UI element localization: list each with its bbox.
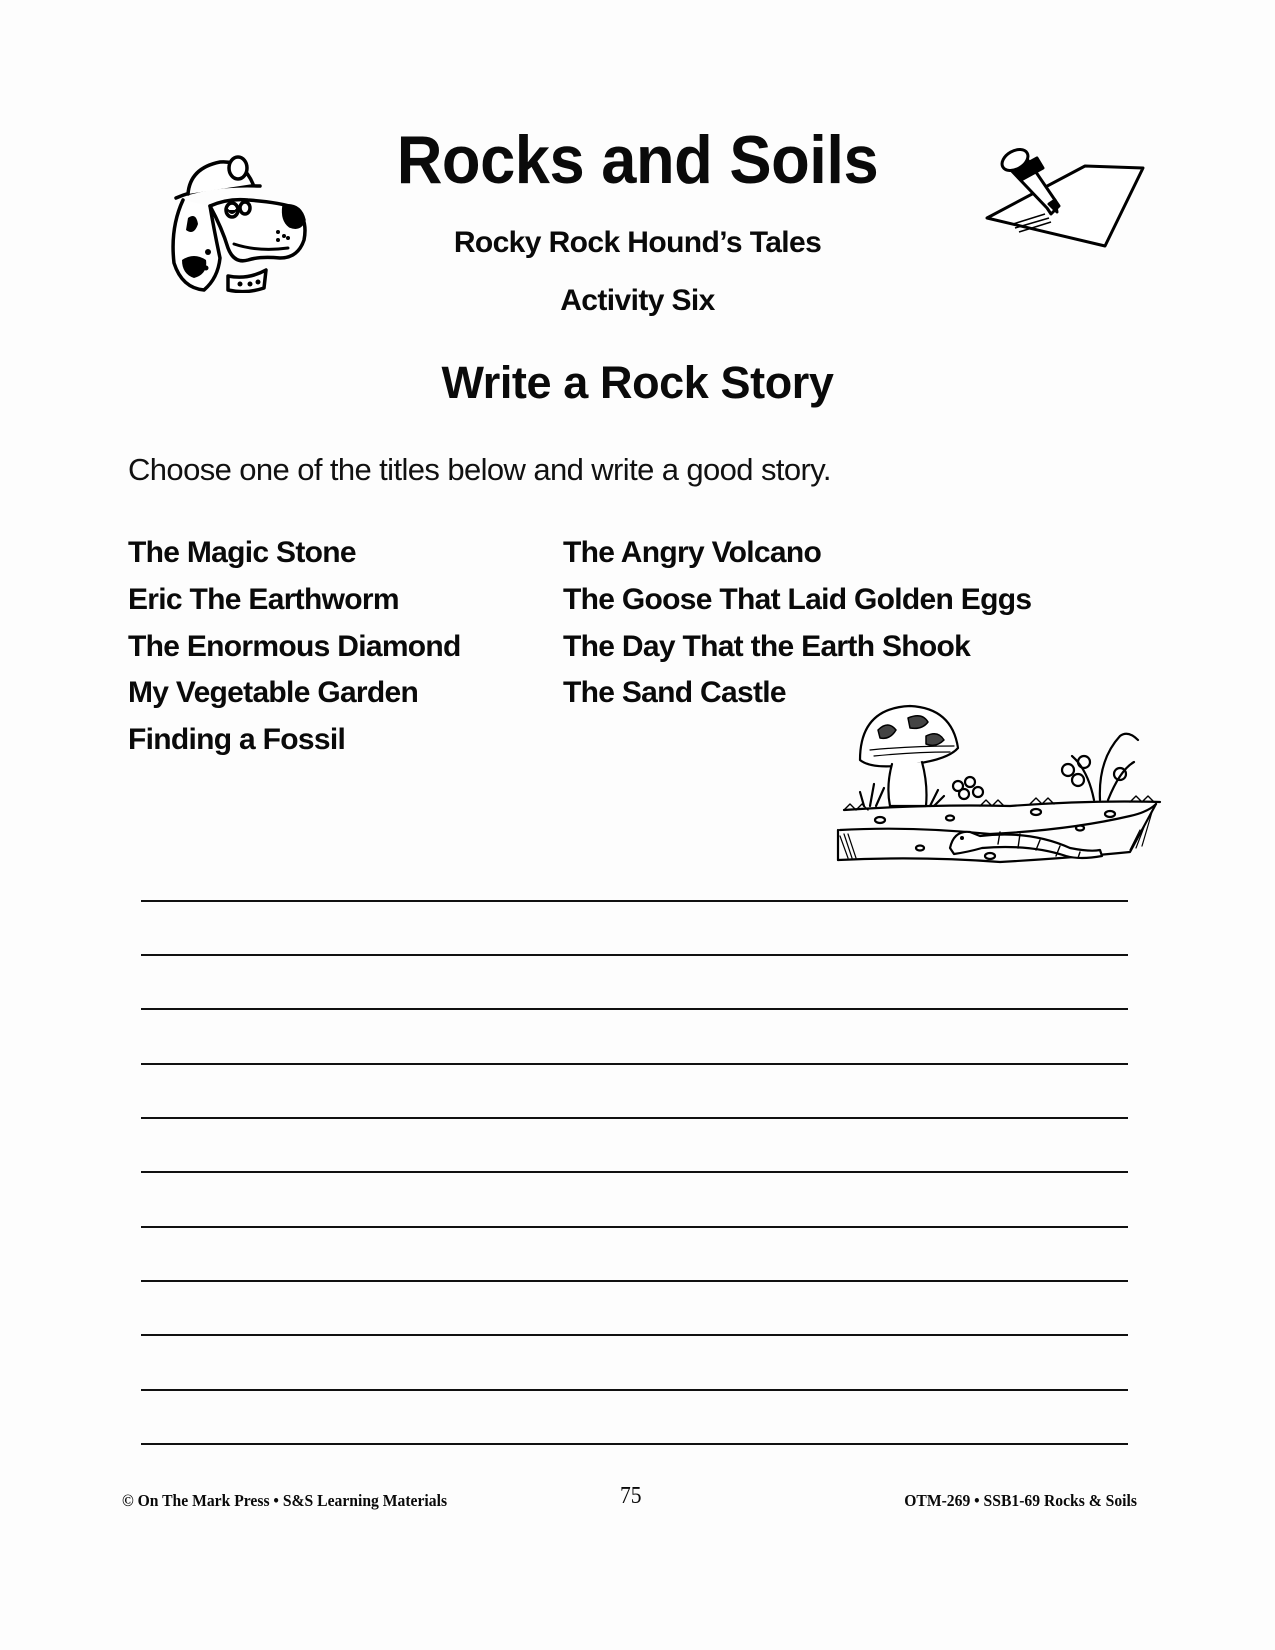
- writing-line[interactable]: [141, 900, 1128, 902]
- story-title: Eric The Earthworm: [128, 582, 399, 616]
- mushroom-earthworm-soil-icon: [830, 700, 1165, 870]
- story-title: The Enormous Diamond: [128, 629, 461, 663]
- story-title: My Vegetable Garden: [128, 676, 419, 710]
- story-title: The Magic Stone: [128, 536, 356, 569]
- activity-heading: Write a Rock Story: [441, 357, 834, 408]
- writing-line[interactable]: [141, 1171, 1128, 1173]
- story-title: Finding a Fossil: [128, 723, 346, 757]
- writing-line[interactable]: [141, 1008, 1128, 1010]
- writing-line[interactable]: [141, 1117, 1128, 1119]
- story-titles-left-column: [128, 530, 461, 764]
- writing-line[interactable]: [141, 954, 1128, 956]
- story-title: The Day That the Earth Shook: [563, 629, 971, 663]
- footer-product-code: OTM-269 • SSB1-69 Rocks & Soils: [904, 1491, 1137, 1510]
- activity-label: Activity Six: [560, 284, 715, 317]
- story-titles-right-column: [563, 530, 1031, 717]
- writing-line[interactable]: [141, 1334, 1128, 1336]
- writing-line[interactable]: [141, 1389, 1128, 1391]
- writing-line[interactable]: [141, 1280, 1128, 1282]
- story-title: The Goose That Laid Golden Eggs: [563, 582, 1032, 616]
- story-title: The Angry Volcano: [563, 536, 822, 569]
- writing-line[interactable]: [141, 1063, 1128, 1065]
- story-title: The Sand Castle: [563, 676, 786, 710]
- instruction-text: Choose one of the titles below and write a good story.: [128, 452, 831, 487]
- page-title: Rocks and Soils: [396, 122, 879, 198]
- series-subtitle: Rocky Rock Hound’s Tales: [453, 226, 822, 259]
- page-number: 75: [620, 1483, 642, 1509]
- writing-line[interactable]: [141, 1226, 1128, 1228]
- footer-copyright: © On The Mark Press • S&S Learning Materials: [122, 1491, 448, 1510]
- writing-line[interactable]: [141, 1443, 1128, 1445]
